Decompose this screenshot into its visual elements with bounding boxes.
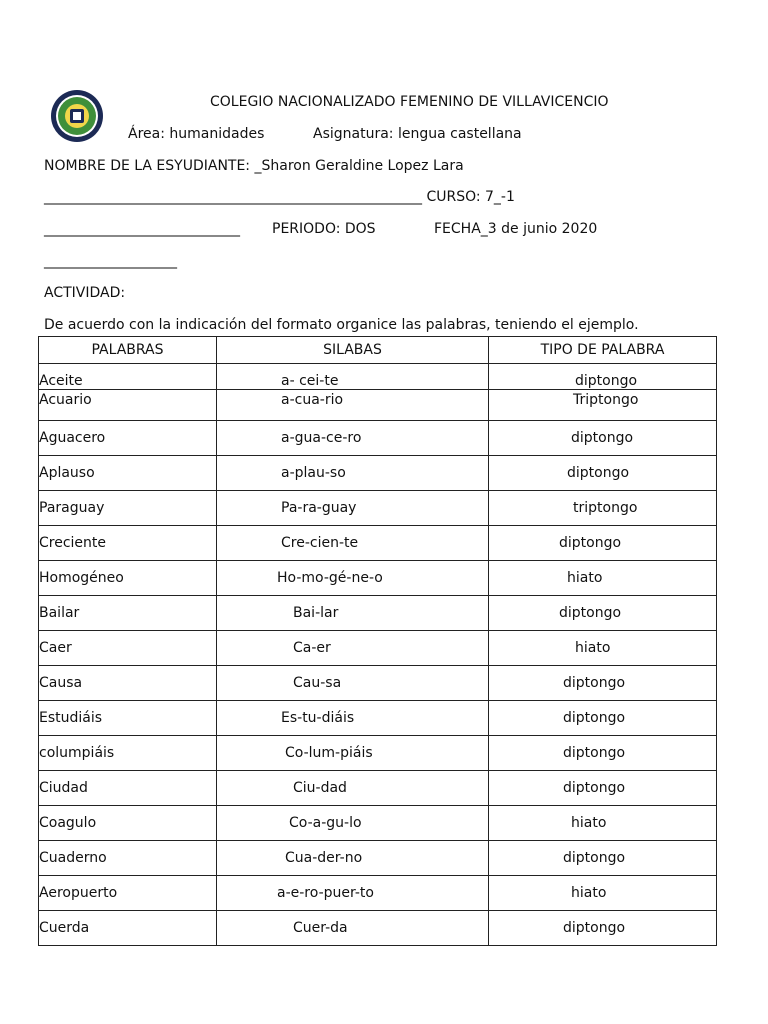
- palabra-cell: Bailar: [39, 596, 217, 631]
- table-row: [39, 876, 717, 911]
- table-row: [39, 561, 717, 596]
- silabas-cell: Ca-er: [217, 631, 489, 666]
- table-body: [39, 364, 717, 946]
- school-crest-logo: [50, 88, 104, 144]
- palabra-cell: Ciudad: [39, 771, 217, 806]
- tipo-cell: diptongo: [489, 421, 717, 456]
- tipo-cell: diptongo: [489, 526, 717, 561]
- student-name: NOMBRE DE LA ESYUDIANTE: _Sharon Geraldine Lopez Lara: [44, 158, 464, 174]
- table-row: [39, 806, 717, 841]
- tipo-cell: hiato: [489, 561, 717, 596]
- palabra-cell: Paraguay: [39, 491, 217, 526]
- table-row: [39, 596, 717, 631]
- table-row: [39, 526, 717, 561]
- tipo-cell: diptongo: [489, 596, 717, 631]
- palabra-cell: Causa: [39, 666, 217, 701]
- silabas-cell: a- cei-te: [217, 364, 489, 390]
- table-row: [39, 666, 717, 701]
- table-header-row: [39, 337, 717, 364]
- tipo-cell: diptongo: [489, 911, 717, 946]
- palabra-cell: Cuaderno: [39, 841, 217, 876]
- table-row: [39, 390, 717, 421]
- palabra-cell: Estudiáis: [39, 701, 217, 736]
- palabra-cell: Creciente: [39, 526, 217, 561]
- crest-emblem-inner: [73, 112, 81, 120]
- table-row: [39, 491, 717, 526]
- asignatura-label: Asignatura: lengua castellana: [313, 126, 522, 142]
- table-row: [39, 736, 717, 771]
- tipo-cell: diptongo: [489, 701, 717, 736]
- tipo-cell: hiato: [489, 631, 717, 666]
- school-name: COLEGIO NACIONALIZADO FEMENINO DE VILLAVICENCIO: [210, 94, 609, 110]
- silabas-cell: a-cua-rio: [217, 390, 489, 421]
- area-label: Área: humanidades: [128, 126, 265, 142]
- header-tipo: TIPO DE PALABRA: [489, 337, 717, 364]
- silabas-cell: a-e-ro-puer-to: [217, 876, 489, 911]
- silabas-cell: Ciu-dad: [217, 771, 489, 806]
- table-row: [39, 701, 717, 736]
- curso-line: ______________________________________________________ CURSO: 7_-1: [44, 189, 515, 205]
- table-row: [39, 631, 717, 666]
- tipo-cell: diptongo: [489, 736, 717, 771]
- palabra-cell: Acuario: [39, 390, 217, 421]
- table-row: [39, 841, 717, 876]
- palabra-cell: Aguacero: [39, 421, 217, 456]
- silabas-cell: Es-tu-diáis: [217, 701, 489, 736]
- table-row: [39, 456, 717, 491]
- silabas-cell: Co-lum-piáis: [217, 736, 489, 771]
- tipo-cell: diptongo: [489, 771, 717, 806]
- blank-line: ___________________: [44, 253, 177, 269]
- silabas-cell: Cre-cien-te: [217, 526, 489, 561]
- tipo-cell: diptongo: [489, 841, 717, 876]
- tipo-cell: diptongo: [489, 364, 717, 390]
- palabra-cell: Aplauso: [39, 456, 217, 491]
- table-row: [39, 911, 717, 946]
- header-silabas: SILABAS: [217, 337, 489, 364]
- tipo-cell: diptongo: [489, 456, 717, 491]
- silabas-cell: Cau-sa: [217, 666, 489, 701]
- activity-title: ACTIVIDAD:: [44, 285, 126, 301]
- silabas-cell: a-gua-ce-ro: [217, 421, 489, 456]
- silabas-cell: Ho-mo-gé-ne-o: [217, 561, 489, 596]
- palabra-cell: columpiáis: [39, 736, 217, 771]
- activity-instruction: De acuerdo con la indicación del formato organice las palabras, teniendo el ejemplo.: [44, 317, 639, 333]
- periodo-label: PERIODO: DOS: [272, 221, 376, 237]
- palabra-cell: Aeropuerto: [39, 876, 217, 911]
- table-row: [39, 421, 717, 456]
- palabra-cell: Aceite: [39, 364, 217, 390]
- table-row: [39, 364, 717, 390]
- words-table: [38, 336, 717, 946]
- silabas-cell: a-plau-so: [217, 456, 489, 491]
- fecha-label: FECHA_3 de junio 2020: [434, 221, 598, 237]
- silabas-cell: Cuer-da: [217, 911, 489, 946]
- silabas-cell: Co-a-gu-lo: [217, 806, 489, 841]
- silabas-cell: Pa-ra-guay: [217, 491, 489, 526]
- palabra-cell: Coagulo: [39, 806, 217, 841]
- silabas-cell: Cua-der-no: [217, 841, 489, 876]
- tipo-cell: diptongo: [489, 666, 717, 701]
- palabra-cell: Cuerda: [39, 911, 217, 946]
- tipo-cell: hiato: [489, 806, 717, 841]
- header-palabras: PALABRAS: [39, 337, 217, 364]
- tipo-cell: hiato: [489, 876, 717, 911]
- palabra-cell: Caer: [39, 631, 217, 666]
- tipo-cell: triptongo: [489, 491, 717, 526]
- periodo-blank: ____________________________: [44, 221, 240, 237]
- table-row: [39, 771, 717, 806]
- tipo-cell: Triptongo: [489, 390, 717, 421]
- silabas-cell: Bai-lar: [217, 596, 489, 631]
- palabra-cell: Homogéneo: [39, 561, 217, 596]
